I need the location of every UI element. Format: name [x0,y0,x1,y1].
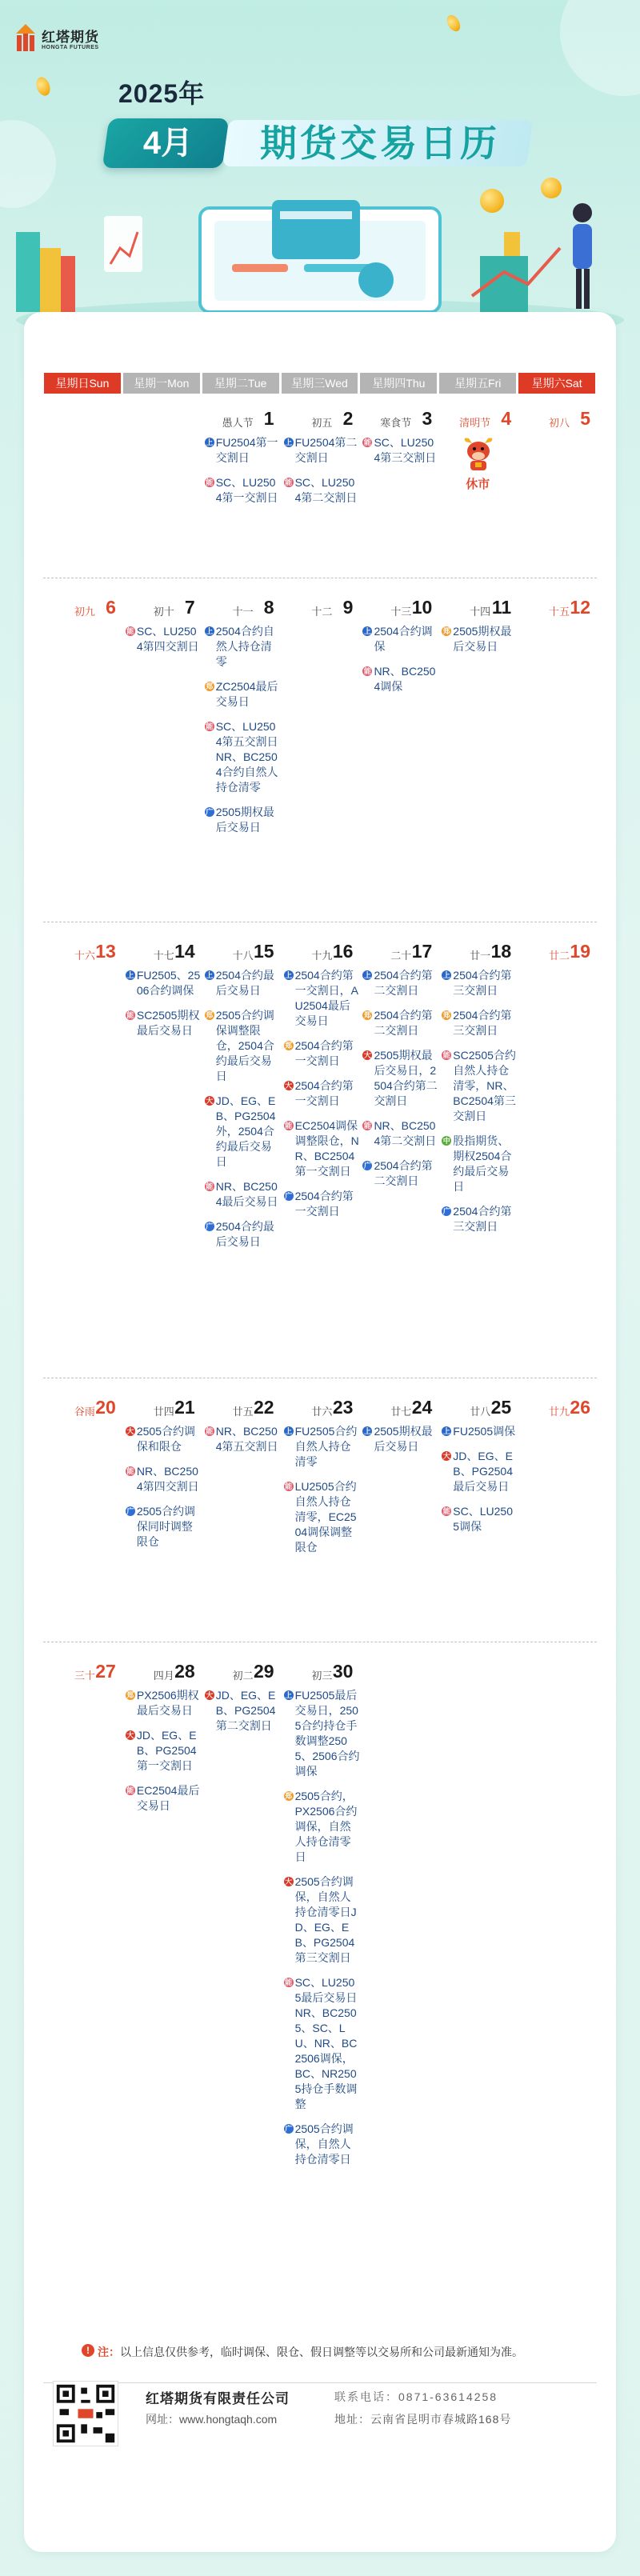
calendar-event: NR、BC2504第二交割日 [374,1119,437,1147]
coin-icon [34,75,52,98]
lunar-date: 廿九 [549,1406,570,1418]
pink-exchange-icon: 能 [206,1427,214,1435]
day-cell-header [518,1397,597,1419]
calendar-event: 2504合约第一交割日 [294,1079,354,1107]
day-number: 15 [253,941,274,962]
day-number: 30 [332,1661,354,1682]
day-number: 26 [570,1397,591,1418]
calendar-event: FU2505最后交易日，2505合约持仓手数调整2505、2506合约调保 [294,1689,360,1778]
lunar-date: 十六 [74,950,95,962]
calendar-event: LU2505合约自然人持仓清零，EC2504调保调整限仓 [294,1480,357,1554]
lunar-date: 十七 [153,950,174,962]
orange-exchange-icon: 郑 [206,1011,214,1019]
day-number: 16 [332,941,354,962]
calendar-event: PX2506期权最后交易日 [136,1689,199,1717]
calendar-event: SC2505合约自然人持仓清零，NR、BC2504第三交割日 [453,1049,516,1122]
lunar-date: 四月 [153,1670,174,1682]
calendar-event: SC、LU2504第四交割日 [136,625,199,653]
day-number: 25 [490,1397,512,1418]
red-exchange-icon: 大 [206,1097,214,1105]
pink-exchange-icon: 能 [285,1122,293,1130]
website[interactable] [146,2411,277,2427]
calendar-event: 2504合约第二交割日 [374,1009,433,1037]
lunar-date: 初三 [311,1670,333,1682]
calendar-event: 2504合约第二交割日 [374,969,433,997]
calendar-event: 2505期权最后交易日 [215,806,274,834]
blue-exchange-icon: 上 [206,438,214,446]
lunar-date: 初八 [549,417,570,429]
day-cell-header [438,408,518,430]
orange-exchange-icon: 郑 [285,1792,293,1800]
blue-exchange-icon: 上 [206,627,214,635]
lunar-date: 廿八 [470,1406,491,1418]
day-cell-header [359,597,438,619]
calendar-event: 2505合约调保同时调整限仓 [136,1505,196,1548]
pink-exchange-icon: 能 [206,722,214,730]
blue-exchange-icon: 上 [206,971,214,979]
day-cell-header [281,597,360,619]
lunar-date: 十五 [549,606,570,618]
day-cell-header [202,1397,281,1419]
day-number: 29 [253,1661,274,1682]
weekday-label: 星期五Fri [439,373,516,394]
navy-exchange-icon: 广 [206,1222,214,1230]
calendar-event: SC2505期权最后交易日 [136,1009,200,1037]
day-cell-header [438,941,518,963]
orange-exchange-icon: 郑 [206,682,214,690]
phone [334,2389,498,2405]
weekday-label: 星期二Tue [202,373,279,394]
navy-exchange-icon: 广 [285,1192,293,1200]
calendar-event: 2505合约调保调整限仓，2504合约最后交易日 [215,1009,274,1082]
pink-exchange-icon: 能 [363,667,371,675]
lunar-date: 十三 [390,606,412,618]
calendar-event: SC、LU2504第一交割日 [215,476,278,504]
day-cell-header [43,1661,122,1683]
pink-exchange-icon: 能 [206,1182,214,1190]
day-number: 3 [422,408,433,429]
brand-name-en: HONGTA FUTURES [42,45,99,50]
calendar-event: FU2504第二交割日 [294,436,358,464]
lunar-date: 廿六 [311,1406,333,1418]
calendar-event: SC、LU2505最后交易日NR、BC2505、SC、LU、NR、BC2506调保，BC、NR2505持仓手数调整 [294,1976,358,2110]
address-label: 地址： [334,2413,370,2426]
lunar-date: 廿七 [390,1406,412,1418]
calendar-event: SC、LU2504第三交割日 [374,436,437,464]
pink-exchange-icon: 能 [442,1507,450,1515]
navy-exchange-icon: 广 [442,1207,450,1215]
phone-number: 0871-63614258 [398,2390,498,2403]
pink-exchange-icon: 能 [363,438,371,446]
pink-exchange-icon: 能 [206,478,214,486]
calendar-event: JD、EG、EB、PG2504第一交割日 [136,1729,197,1772]
note-label: 注： [98,2346,120,2358]
deco-bubble [560,0,640,96]
lunar-date: 愚人节 [222,417,254,429]
day-cell-header [43,1397,122,1419]
red-exchange-icon: 大 [126,1731,134,1739]
calendar-event: EC2504调保调整限仓，NR、BC2504第一交割日 [294,1119,359,1178]
day-cell-header [122,597,202,619]
day-number: 27 [95,1661,116,1682]
calendar-event: JD、EG、EB、PG2504外，2504合约最后交易日 [215,1094,276,1168]
hero-illustration [0,168,640,328]
calendar-event: 2505合约调保，自然人持仓清零日JD、EG、EB、PG2504第三交割日 [294,1875,357,1964]
weekday-label: 星期日Sun [44,373,121,394]
day-cell-header [359,408,438,430]
red-exchange-icon: 大 [285,1878,293,1886]
calendar-event: 2504合约最后交易日 [215,969,274,997]
orange-exchange-icon: 郑 [285,1042,293,1050]
blue-exchange-icon: 上 [363,1427,371,1435]
navy-exchange-icon: 广 [126,1507,134,1515]
lunar-date: 十九 [311,950,333,962]
day-number: 22 [253,1397,274,1418]
calendar-event: NR、BC2504第五交割日 [215,1425,278,1453]
company-name: 红塔期货有限责任公司 [146,2391,290,2406]
brand-name: 红塔期货 [42,30,99,45]
day-number: 7 [184,597,195,618]
qr-code[interactable] [53,2381,118,2446]
note-text: 以上信息仅供参考，临时调保、限仓、假日调整等以交易所和公司最新通知为准。 [120,2346,523,2358]
blue-exchange-icon: 上 [285,1427,293,1435]
lunar-date: 廿五 [232,1406,254,1418]
pink-exchange-icon: 能 [126,1786,134,1794]
day-number: 28 [174,1661,195,1682]
pink-exchange-icon: 能 [126,1011,134,1019]
weekday-label: 星期四Thu [360,373,437,394]
lunar-date: 初十 [153,606,174,618]
blue-exchange-icon: 上 [442,1427,450,1435]
calendar-event: FU2505、2506合约调保 [136,969,201,997]
day-cell-header [202,597,281,619]
hongta-logo-icon [14,24,37,53]
calendar-event: SC、LU2504第五交割日NR、BC2504合约自然人持仓清零 [215,720,278,794]
address [334,2411,511,2427]
day-number: 20 [95,1397,116,1418]
day-number: 10 [411,597,433,618]
blue-exchange-icon: 上 [126,971,134,979]
calendar-event: NR、BC2504最后交易日 [215,1180,278,1208]
day-cell-header [359,941,438,963]
calendar-event: 2504合约最后交易日 [215,1220,274,1248]
blue-exchange-icon: 上 [363,627,371,635]
calendar-event: 2505期权最后交易日 [453,625,512,653]
lunar-date: 初五 [311,417,333,429]
address-text: 云南省昆明市春城路168号 [370,2413,512,2426]
blue-exchange-icon: 上 [285,438,293,446]
calendar-event: SC、LU2504第二交割日 [294,476,358,504]
day-cell-header [518,597,597,619]
day-number: 2 [342,408,354,429]
day-number: 19 [570,941,591,962]
pink-exchange-icon: 能 [285,1482,293,1490]
day-number: 18 [490,941,512,962]
calendar-event: SC、LU2505调保 [453,1505,513,1533]
coin-icon [444,13,462,34]
calendar-event: FU2504第一交割日 [215,436,278,464]
lunar-date: 谷雨 [74,1406,95,1418]
calendar-event: NR、BC2504调保 [374,665,436,693]
calendar-event: 2504合约第三交割日 [453,1205,512,1233]
navy-exchange-icon: 广 [285,2125,293,2133]
day-cell-header [122,1397,202,1419]
lunar-date: 廿二 [549,950,570,962]
day-cell-header [281,408,360,430]
day-number: 9 [342,597,354,618]
blue-exchange-icon: 上 [285,1691,293,1699]
day-number: 11 [491,597,512,618]
warning-icon: ! [82,2344,94,2357]
calendar-event: JD、EG、EB、PG2504最后交易日 [453,1450,514,1493]
calendar-event: FU2505合约自然人持仓清零 [294,1425,358,1468]
blue-exchange-icon: 上 [442,971,450,979]
calendar-event: 2505期权最后交易日，2504合约第二交割日 [374,1049,438,1107]
red-exchange-icon: 大 [206,1691,214,1699]
day-cell-header [202,1661,281,1683]
day-cell-header [438,1397,518,1419]
calendar-event: 股指期货、期权2504合约最后交易日 [453,1134,512,1193]
day-cell-header [518,408,597,430]
calendar-event: EC2504最后交易日 [136,1784,200,1812]
weekday-label: 星期三Wed [282,373,358,394]
calendar-year: 2025年 [118,79,206,108]
website-label: 网址： [146,2413,179,2426]
lunar-date: 廿四 [153,1406,174,1418]
market-closed-label: 休市 [466,478,490,491]
lunar-date: 十八 [232,950,254,962]
day-cell-header [122,1661,202,1683]
calendar-event: 2505期权最后交易日 [374,1425,433,1453]
lunar-date: 二十 [390,950,412,962]
blue-exchange-icon: 上 [363,971,371,979]
pink-exchange-icon: 能 [285,478,293,486]
day-number: 8 [263,597,274,618]
day-cell-header [281,1397,360,1419]
red-exchange-icon: 大 [442,1452,450,1460]
website-url[interactable]: www.hongtaqh.com [179,2413,278,2426]
day-number: 21 [174,1397,195,1418]
page-title: 期货交易日历 [260,122,500,164]
day-number: 24 [411,1397,433,1418]
day-number: 4 [501,408,512,429]
lunar-date: 初二 [232,1670,254,1682]
calendar-event: 2504合约第一交割日，AU2504最后交易日 [294,969,358,1027]
day-number: 1 [263,408,274,429]
day-cell-header [438,597,518,619]
red-exchange-icon: 大 [285,1082,293,1090]
pink-exchange-icon: 能 [126,1467,134,1475]
weekday-label: 星期一Mon [123,373,200,394]
day-cell-header [202,408,281,430]
lunar-date: 初九 [74,606,95,618]
calendar-event: 2505合约调保和限仓 [136,1425,196,1453]
disclaimer-note [80,2344,610,2360]
calendar-event: FU2505调保 [453,1425,516,1438]
green-exchange-icon: 中 [442,1137,450,1145]
calendar-event: ZC2504最后交易日 [215,680,278,708]
calendar-event: 2504合约第二交割日 [374,1159,433,1187]
calendar-month: 4月 [142,126,194,161]
weekday-label: 星期六Sat [518,373,595,394]
calendar-event: 2504合约第三交割日 [453,969,512,997]
calendar-event: 2504合约自然人持仓清零 [215,625,274,668]
calendar-event: 2504合约第三交割日 [453,1009,512,1037]
day-cell-header [43,941,122,963]
calendar-event: 2505合约调保，自然人持仓清零日 [294,2122,354,2166]
day-number: 13 [95,941,116,962]
pink-exchange-icon: 能 [285,1978,293,1986]
lunar-date: 廿一 [470,950,491,962]
footer-divider [43,2382,597,2383]
orange-exchange-icon: 郑 [442,1011,450,1019]
pink-exchange-icon: 能 [442,1051,450,1059]
navy-exchange-icon: 广 [206,808,214,816]
orange-exchange-icon: 郑 [363,1011,371,1019]
calendar-event: 2505合约，PX2506合约调保，自然人持仓清零日 [294,1790,358,1863]
day-number: 6 [106,597,116,618]
weekday-header [43,373,597,394]
day-number: 23 [332,1397,354,1418]
day-number: 17 [411,941,433,962]
red-exchange-icon: 大 [126,1427,134,1435]
day-cell-header [122,941,202,963]
day-number: 14 [174,941,195,962]
day-cell-header [43,597,122,619]
lunar-date: 十一 [232,606,254,618]
calendar-event: 2504合约第一交割日 [294,1190,354,1218]
day-number: 12 [570,597,591,618]
lunar-date: 十二 [311,606,333,618]
orange-exchange-icon: 郑 [126,1691,134,1699]
orange-exchange-icon: 郑 [442,627,450,635]
phone-label: 联系电话： [334,2390,398,2403]
lunar-date: 清明节 [459,417,491,429]
day-number: 5 [580,408,591,429]
calendar-event: NR、BC2504第四交割日 [136,1465,199,1493]
calendar-event: 2504合约调保 [374,625,433,653]
blue-exchange-icon: 上 [285,971,293,979]
pink-exchange-icon: 能 [126,627,134,635]
brand-logo [14,21,134,59]
day-cell-header [281,941,360,963]
lunar-date: 寒食节 [380,417,412,429]
navy-exchange-icon: 广 [363,1162,371,1170]
lunar-date: 十四 [470,606,491,618]
ox-mascot-icon [461,435,496,472]
calendar-event: 2504合约第一交割日 [294,1039,354,1067]
lunar-date: 三十 [74,1670,95,1682]
day-cell-header [202,941,281,963]
pink-exchange-icon: 能 [363,1122,371,1130]
day-cell-header [518,941,597,963]
calendar-event: JD、EG、EB、PG2504第二交割日 [215,1689,276,1732]
day-cell-header [281,1661,360,1683]
red-exchange-icon: 大 [363,1051,371,1059]
day-cell-header [359,1397,438,1419]
